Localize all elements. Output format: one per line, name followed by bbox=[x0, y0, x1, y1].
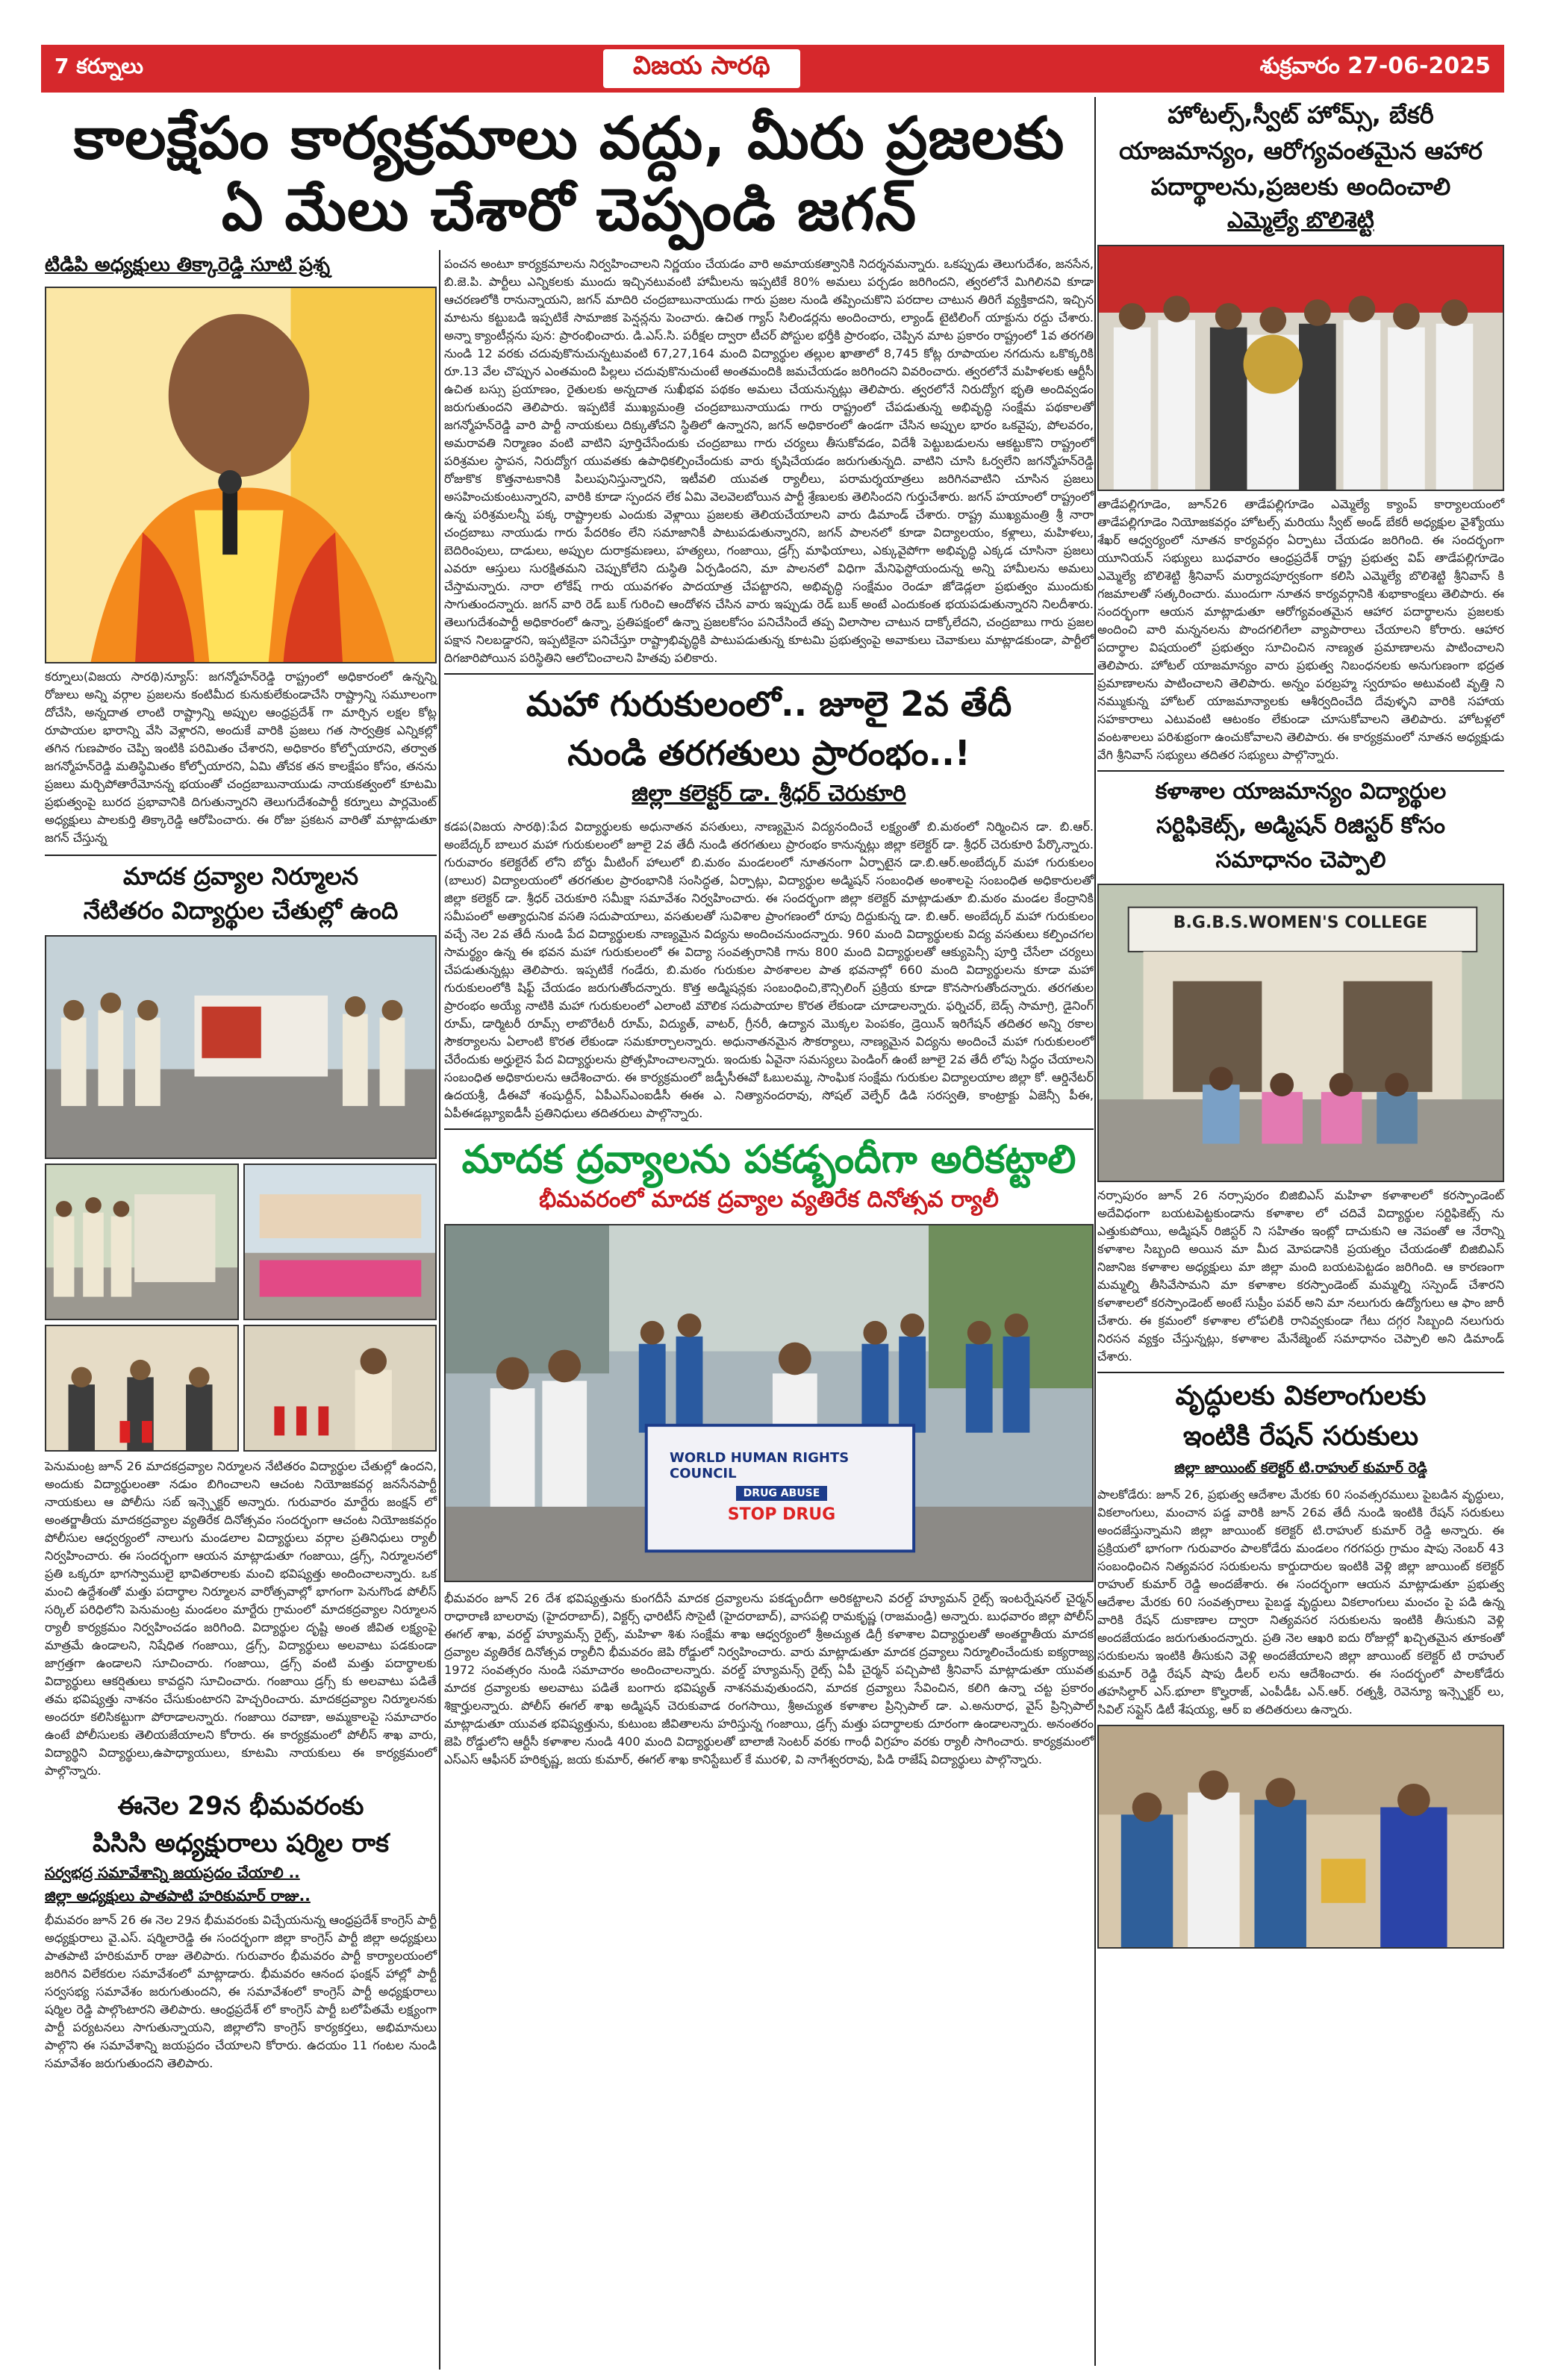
stop-drug-text: STOP DRUG bbox=[727, 1505, 836, 1524]
newspaper-name: విజయ సారథి bbox=[603, 49, 800, 88]
drugs-left-headline bbox=[45, 859, 437, 928]
college-headline bbox=[1097, 775, 1504, 878]
college-body: నర్సాపురం జూన్ 26 నర్సాపురం బిజిబిఎస్ మహిళా కళాశాలలో కరస్పాండెంట్ అదేవిధంగా బయటపెట్టకుండాను కళాశాల లో చదివే విద్యార్థుల సర్టిఫికెట్స్ ను ఎత్తుకుపోయి, అడ్మిషన్ రిజిస్టర్ ని సహితం ఇంట్లో దాచుకుని ఆ నెపంతో ఆ నేరాన్ని కళాశాల సిబ్బంది అయిన మా మీద మోపడానికి ప్రయత్నం చేయడంతో బిజిబిఎస్ నిజానిజ కళాశాల అధ్యక్షులు మా జిల్లా మంది బయటపెట్టడం జరిగింది. ఆ కారణంగా మమ్మల్ని తీసివేసామని మా కళాశాల కరస్పాండెంట్ మమ్మల్ని సస్పెండ్ చేశారని కళాశాలలో కరస్పాండెంట్ అంటే సుప్రీం పవర్ అని మా నలుగురు ఉద్యోగులు ఆ ఫాం జారీ చేశారు. ఈ క్రమంలో కళాశాల లోపలికి రానివ్వకుండా గేటు దగ్గర సిబ్బంది నలుగురు నిరసన వ్యక్తం చేస్తున్నట్లు, కళాశాల మేనేజ్మెంట్ సమాధానం చెప్పాలి అని డిమాండ్ చేశారు. bbox=[1097, 1188, 1504, 1364]
ration-byline: జిల్లా జాయింట్ కలెక్టర్ టి.రాహుల్ కుమార్ రెడ్డి bbox=[1174, 1460, 1427, 1476]
gurukulam-headline-line1: మహా గురుకులంలో.. జూలై 2వ తేదీ bbox=[526, 684, 1012, 724]
ration-headline bbox=[1097, 1376, 1504, 1457]
hotels-headline-line2: యాజమాన్యం, ఆరోగ్యవంతమైన ఆహార bbox=[1119, 137, 1483, 165]
drugs-left-body: పెనుమంట్ర జూన్ 26 మాదకద్రవ్యాల నిర్మూలన నేటితరం విద్యార్థుల చేతుల్లో ఉందని, అందుకు విద్యార్థులంతా నడుం బిగించాలని ఆచంట నియోజకవర్గ జనసేనపార్టీ నాయకులు ఆ పోలీసు సబ్ ఇన్స్పెక్టర్ అన్నారు. గురువారం మార్టేరు జంక్షన్ లో అంతర్జాతీయ మాదకద్రవ్యాల వ్యతిరేక దినోత్సవం సందర్భంగా ఆచంట నియోజకవర్గం పోలీసుల ఆధ్వర్యంలో నాలుగు మండలాల విద్యార్థులు వర్గాల ప్రతినిధులు ర్యాలీ నిర్వహించారు. ఈ సందర్భంగా ఆయన మాట్లాడుతూ గంజాయి, డ్రగ్స్, నిర్మూలనలో ప్రతి ఒక్కరూ భాగస్వాములై భావితరాలకు మంచి భవిష్యత్తు అందించాలన్నారు. ఒక మంచి ఉద్దేశంతో మత్తు పదార్థాల నిర్మూలన వారోత్సవాల్లో భాగంగా పెనుగొండ పోలీస్ సర్కిల్ పరిధిలోని పెనుమంట్ర మండలం మార్టేరు గ్రామంలో మాదకద్రవ్యాల నిర్మూలన ర్యాలీ కార్యక్రమం నిర్వహించడం జరిగింది. విద్యార్థుల దృష్టి అంత జీవిత లక్ష్యంపై మాత్రమే ఉండాలని, నిషేధిత గంజాయి, డ్రగ్స్, విద్యార్థులు అలవాటు పడకుండా జాగ్రత్తగా ఉండాలని సూచించారు. గంజాయి, డ్రగ్స్ వంటి మత్తు పదార్థాలకు విద్యార్థులు ఆకర్షితులు కావద్దని సూచించారు. గంజాయి డ్రగ్స్ కు అలవాటు పడితే తమ భవిష్యత్తు నాశనం చేసుకుంటారని హెచ్చరించారు. మాదకద్రవ్యాల నిర్మూలనకు అందరూ కలిసికట్టుగా పోరాడాలన్నారు. గంజాయి రవాణా, అమ్మకాలపై సమాచారం ఉంటే పోలీసులకు తెలియజేయాలని కోరారు. ఈ కార్యక్రమంలో పోలీస్ శాఖ వారు, విద్యార్థిని విద్యార్థులు,ఉపాధ్యాయులు, కూటమి నాయకులు ఈ కార్యక్రమంలో పాల్గొన్నారు. bbox=[45, 1459, 437, 1778]
masthead bbox=[41, 45, 1504, 93]
drugs-main-headline: మాదక ద్రవ్యాలను పకడ్బందీగా అరికట్టాలి bbox=[461, 1137, 1076, 1182]
rally-photo-4 bbox=[45, 1325, 239, 1452]
sharmila-sub2: జిల్లా అధ్యక్షులు పాతపాటి హరికుమార్ రాజు.. bbox=[45, 1887, 311, 1905]
issue-date: శుక్రవారం 27-06-2025 bbox=[1259, 53, 1491, 79]
ration-headline-line1: వృద్ధులకు వికలాంగులకు bbox=[1175, 1381, 1427, 1411]
hotels-byline: ఎమ్మెల్యే బొలిశెట్టి bbox=[1227, 207, 1374, 234]
page-section: 7 కర్నూలు bbox=[54, 54, 143, 78]
lead-photo bbox=[45, 287, 437, 663]
ration-headline-line2: ఇంటికి రేషన్ సరుకులు bbox=[1182, 1421, 1419, 1452]
hotels-headline-line3: పదార్థాలను,ప్రజలకు అందించాలి bbox=[1150, 172, 1451, 201]
banner bbox=[670, 1442, 894, 1531]
drugs-main-sub: భీమవరంలో మాదక ద్రవ్యాల వ్యతిరేక దినోత్సవ ర్యాలీ bbox=[539, 1187, 999, 1213]
gurukulam-byline: జిల్లా కలెక్టర్ డా. శ్రీధర్ చెరుకూరి bbox=[632, 781, 906, 807]
right-section bbox=[1097, 97, 1504, 1949]
sharmila-headline-line1: ఈనెల 29న భీమవరంకు bbox=[117, 1791, 364, 1821]
lead-body-main: పంచన అంటూ కార్యక్రమాలను నిర్వహించాలని నిర్ణయం చేయడం వారి అమాయకత్వానికి నిదర్శనమన్నారు. ఒకప్పుడు తెలుగుదేశం, జనసేన, బి.జె.పి. పార్టీలు ఎన్నికలకు ముందు ఇచ్చినటువంటి హామీలను ఇప్పటికే 80% అమలు పర్చడం జరిగిందని, త్వరలోనే మిగిలినవి కూడా ఆచరణలోకి రానున్నాయని, జగన్ మాదిరి చంద్రబాబునాయుడు గారు ప్రజల నుండి తప్పించుకొని పరదాల చాటున తిరిగే వ్యక్తికాదని, ఇచ్చిన మాటను కట్టుబడి ఇప్పటికే సామాజిక పెన్షన్లను పెంచారు. ఉచిత గ్యాస్ సిలిండర్లను అందించారు, ల్యాండ్ టైటిలింగ్ యాక్టును రద్దు చేశారు. అన్నా క్యాంటీన్లను పున: ప్రారంభించారు. డి.ఎస్.సి. పరీక్షల ద్వారా టీచర్ పోస్టుల భర్తీకి ప్రారంభం, చెప్పిన మాట ప్రకారం రాష్ట్రంలో 1వ తరగతి నుండి 12 వరకు చదువుకొనుచున్నటువంటి 67,27,164 మంది విద్యార్థుల తల్లుల ఖాతాలో 8,745 కోట్ల రూపాయల నగదును ఒకొక్కరికి రూ.13 వేల చొప్పున ఎంతమంది పిల్లలు చదువుకొనుచుంటే అంతమందికి జమచేయడం జరిగిందని వివరించారు. త్వరలోనే మహిళలకు ఆర్టీసీ ఉచిత బస్సు ప్రయాణం, రైతులకు అన్నదాత సుఖీభవ పథకం అమలు చేయనున్నట్లు తెలిపారు. త్వరలోనే నిరుద్యోగ భృతి అందివ్వడం జరుగుతుందని తెలిపారు. ఇప్పటికే ముఖ్యమంత్రి చంద్రబాబునాయుడు గారు రాష్ట్రంలో చేపడుతున్న అభివృద్ధి సంక్షేమ పథకాలతో జగన్మోహన్‌రెడ్డి వారి పార్టీ నాయకులు దిక్కుతోచని స్థితిలో ఉన్నారని, జగన్ అధికారంలో ఉండగా చేసిన అప్పుల భారం ఒకవైపు, పోలవరం, అమరావతి నిర్మాణం వంటి వాటిని పూర్తిచేసేందుకు చంద్రబాబు గారు చర్యలు తీసుకోవడం, విదేశీ పెట్టుబడులను ఆకట్టుకొని రాష్ట్రంలో పరిశ్రమల స్థాపన, నిరుద్యోగ యువతకు ఉపాధికల్పించేందుకు వారు కృషిచేయడం జరుగుతున్నది. వాటిని చూసి ఓర్వలేని జగన్మోహన్‌రెడ్డి రోజుకొక కొత్తనాటకానికి పిలుపునిస్తున్నారని, ఇటీవలి యువత ర్యాలీలు, పరామర్శయాత్రలు జరిగినవాటిని చూసిన ప్రజలు అసహించుకుంటున్నారని, వారికి కూడా స్పందన లేక ఏమి వెలవెలబోయిన పార్టీ శ్రేణులకు తెలిసిందని గుర్తుచేశారు. జగన్ హయాంలో రాష్ట్రంలో ఉన్న పరిశ్రమలన్నీ పక్క రాష్ట్రాలకు ఎందుకు వెళ్లాయి ప్రజలకు తెలియచేయాలని వారు డిమాండ్ చేశారు. రాష్ట్ర ముఖ్యమంత్రి శ్రీ నారా చంద్రబాబు నాయుడు గారు పేదరికం లేని సమాజానికీ పాటుపడుతున్నారని, జగన్ పాలనలో కూడా విద్యాలయం, కళ్లాలు, మహిళలు, బెదిరింపులు, దాడులు, అప్పుల దురాక్రమణలు, హత్యలు, గంజాయి, డ్రగ్స్ మాఫియాలు, ఎక్కువైపోగా అభివృద్ధి ఎక్కడ చూసినా ప్రజలు ఎవరూ ఆస్తులు సురక్షితమని చెప్పుకోలేని దుస్థితి ఏర్పడిందని, మా పాలనలో విధిగా మేనిఫెస్టోయందున్న అన్ని హామీలను అమలు చేస్తామన్నారు. నారా లోకేష్ గారు యువగళం పాదయాత్ర చేపట్టారని, అభివృద్ధి సంక్షేమం రెండూ జోడెడ్లలా ప్రభుత్వం ముందుకు సాగుతుందన్నారు. జగన్ వారి రెడ్ బుక్ గురించి ఆందోళన చేసిన వారు ఇప్పుడు రెడ్ బుక్ అంటే ఎందుకంత భయపడుతున్నారని నిలదీశారు. తెలుగుదేశంపార్టీ అధికారంలో ఉన్నా, ప్రతిపక్షంలో ఉన్నా ప్రజలకోసం పనిచేసిందే తప్ప విలాసాల చాటున దాక్కోలేదని, చంద్రబాబు గారు ప్రజల పక్షాన నిలబడ్డారని, ఇప్పటికైనా పనిచేస్తూ రాష్ట్రాభివృద్ధికి పాటుపడుతున్న కూటమి ప్రభుత్వంపై అవాకులు చెవాకులు మాట్లాడకుండా, పార్టీలో దిగజారిపోయిన పరిస్థితిని ఆలోచించాలని హితవు పలికారు. bbox=[444, 257, 1094, 665]
rally-photo-2 bbox=[45, 1164, 239, 1320]
hotels-photo bbox=[1097, 245, 1504, 491]
ration-body: పాలకోడేరు: జూన్ 26, ప్రభుత్వ ఆదేశాల మేరకు 60 సంవత్సరములు పైబడిన వృద్ధులు, వికలాంగులు, మంచాన పడ్డ వారికి జూన్ 26వ తేదీ నుండి ఇంటికి రేషన్ సరుకులు అందజేస్తున్నామని జిల్లా జాయింట్ కలెక్టర్ టి.రాహుల్ కుమార్ రెడ్డి అన్నారు. ఈ ప్రక్రియలో భాగంగా గురువారం పాలకోడేరు మండలం గరగపర్రు గ్రామం షాపు నెంబర్ 43 సంబంధించిన నిత్యవసర సరుకులను కార్డుదారుల ఇంటికి వెళ్లి జిల్లా జాయింట్ కలెక్టర్ రాహుల్ కుమార్ రెడ్డి అందజేశారు. ఈ సందర్భంగా ఆయన మాట్లాడుతూ ప్రభుత్వ ఆదేశాల మేరకు 60 సంవత్సరాలు పైబడ్డ వృద్ధులు వికలాంగులు మంచం పై పడి ఉన్న వారికి రేషన్ దుకాణాల ద్వారా నిత్యవసర సరుకులను ఇంటికి తీసుకుని వెళ్లి అందజేయడం జరుగుతుందన్నారు. ప్రతి నెల ఆఖరి ఐదు రోజుల్లో ఖచ్చితమైన తూకంతో సరుకులను ఇంటికి తీసుకుని వెళ్లి అందజేయాలని జిల్లా జాయింట్ కలెక్టర్ టి రాహుల్ కుమార్ రెడ్డి రేషన్ షాపు డీలర్ లను ఆదేశించారు. ఈ సందర్భంలో పాలకోడేరు తహసిల్దార్ ఎస్.భూలా కొల్హరాజ్, ఎంపీడీఓ ఎన్.ఆర్. రత్నశ్రీ, రెవెన్యూ ఇన్స్పెక్టర్ లు, సివిల్ సప్లైస్ డిటీ శేషయ్య, ఆర్ ఐ తదితరులు ఉన్నారు. bbox=[1097, 1487, 1504, 1717]
banner-sub: DRUG ABUSE bbox=[736, 1486, 828, 1501]
drugs-left-headline-line2: నేటితరం విద్యార్థుల చేతుల్లో ఉంది bbox=[83, 896, 399, 925]
gurukulam-headline-line2: నుండి తరగతులు ప్రారంభం..! bbox=[567, 733, 970, 773]
lead-headline-line2: ఏ మేలు చేశారో చెప్పండి జగన్ bbox=[221, 177, 917, 244]
hotels-body: తాడేపల్లిగూడెం, జూన్26 తాడేపల్లిగూడెం ఎమ్మెల్యే క్యాంప్ కార్యాలయంలో తాడేపల్లిగూడెం నియోజకవర్గం హోటల్స్ మరియు స్వీట్ అండ్ బేకరీ అధ్యక్షుల వైశ్యోయు శేఖర్ ఆధ్వర్యంలో నూతన కార్యవర్గం ఏర్పాటు చేయడం జరిగింది. ఈ సందర్భంగా యూనియన్ సభ్యులు బుధవారం ఆంధ్రప్రదేశ్ రాష్ట్ర ప్రభుత్వ విప్ తాడేపల్లిగూడెం ఎమ్మెల్యే బొలిశెట్టి శ్రీనివాస్ మర్యాదపూర్వకంగా కలిసి ఎమ్మెల్యే బొలిశెట్టి శ్రీనివాస్ కి గజమాలతో సత్కరించారు. ముందుగా నూతన కార్యవర్గానికి శుభాకాంక్షలు తెలిపారు. ఈ సందర్భంగా ఆయన మాట్లాడుతూ ఆరోగ్యవంతమైన ఆహార పదార్థాలను ప్రజలకు అందించి వారి మన్ననలను పొందగలిగేలా వ్యాపారాలు చేయాలని కోరారు. ఆహార పదార్థాల విషయంలో ప్రభుత్వం సూచించిన నాణ్యత ప్రమాణాలను పాటించాలని తెలిపారు. హోటల్ యాజమాన్యం వారు ప్రభుత్వ నిబంధనలకు అనుగుణంగా భద్రత ప్రమాణాలను పాటించాలని తెలిపారు. అన్నం పరబ్రహ్మ స్వరూపం అటువంటి వృత్తి ని నమ్ముకున్న హోటల్ యాజమాన్యాలకు ఆశీర్వదించేది దేవుళ్ళని వారికి సహాయ సహకారాలు ఎటువంటి ఆటంకం లేకుండా చూసుకోవాలని తెలిపారు. హోటళ్లలో వంటశాలలు పరిశుభ్రంగా ఉంచుకోవాలని తెలిపారు. ఈ కార్యక్రమంలో నూతన అధ్యక్షుడు వేగి శ్రీనివాస్ సభ్యులు తదితర సభ్యులు పాల్గొన్నారు. bbox=[1097, 497, 1504, 762]
gurukulam-headline bbox=[444, 679, 1094, 778]
lead-headline-line1: కాలక్షేపం కార్యక్రమాలు వద్దు, మీరు ప్రజలకు bbox=[73, 105, 1065, 172]
college-headline-line3: సమాధానం చెప్పాలి bbox=[1215, 847, 1386, 873]
college-photo bbox=[1097, 884, 1504, 1182]
banner-text: WORLD HUMAN RIGHTS COUNCIL bbox=[670, 1449, 850, 1481]
sharmila-headline-line2: పిసిసి అధ్యక్షురాలు షర్మిల రాక bbox=[92, 1828, 390, 1858]
hotels-headline-line1: హోటల్స్,స్వీట్ హోమ్స్, బేకరీ bbox=[1168, 101, 1434, 129]
sharmila-sub1: సర్వభద్ర సమావేశాన్ని జయప్రదం చేయాలి .. bbox=[45, 1864, 300, 1881]
rally-photo-5 bbox=[243, 1325, 437, 1452]
lead-headline bbox=[45, 97, 1094, 252]
college-headline-line1: కళాశాల యాజమాన్యం విద్యార్థుల bbox=[1155, 778, 1447, 805]
sharmila-body: భీమవరం జూన్ 26 ఈ నెల 29న భీమవరంకు విచ్చేయనున్న ఆంధ్రప్రదేశ్ కాంగ్రెస్ పార్టీ అధ్యక్షురాలు వై.ఎస్. షర్మిలారెడ్డి ఈ సందర్భంగా జిల్లా కాంగ్రెస్ పార్టీ జిల్లా అధ్యక్షులు పాతపాటి హరికుమార్ రాజు తెలిపారు. గురువారం భీమవరం పార్టీ కార్యాలయంలో జరిగిన విలేకరుల సమావేశంలో మాట్లాడారు. భీమవరం ఆనంద ఫంక్షన్ హాల్లో పార్టీ సర్వసభ్య సమావేశం జరుగుతుందని, ఈ సమావేశంలో కాంగ్రెస్ పార్టీ అధ్యక్షురాలు షర్మిల రెడ్డి పాల్గొంటారని తెలిపారు. ఆంధ్రప్రదేశ్ లో కాంగ్రెస్ పార్టీ బలోపేతమే లక్ష్యంగా పార్టీ పర్యటనలు సాగుతున్నాయని, జిల్లాలోని కాంగ్రెస్ కార్యకర్తలు, అభిమానులు పాల్గొని ఈ సమావేశాన్ని జయప్రదం చేయాలని కోరారు. ఉదయం 11 గంటల నుండి సమావేశం జరుగుతుందని తెలిపారు. bbox=[45, 1913, 437, 2070]
drugs-main-body: భీమవరం జూన్ 26 దేశ భవిష్యత్తును కుంగదీసే మాదక ద్రవ్యాలను పకడ్బందీగా అరికట్టాలని వరల్డ్ హ్యూమన్ రైట్స్ ఇంటర్నేషనల్ చైర్మన్ రాధారాణి బాలరావు (హైదరాబాద్), విక్టర్స్ ఛారిటీస్ సొసైటీ (హైదరాబాద్), వాసపల్లి రామకృష్ణ (రాజమండ్రి) అన్నారు. బుధవారం జిల్లా పోలీస్ ఈగల్ శాఖ, వరల్డ్ హ్యూమన్స్ రైట్స్, మహిళా శిశు సంక్షేమ శాఖ ఆధ్వర్యంలో శ్రీఅచ్యుత డిగ్రీ కళాశాల విద్యార్థులతో అంతర్జాతీయ మాదక ద్రవ్యాల వ్యతిరేక దినోత్సవ ర్యాలీని భీమవరం జెపి రోడ్డులో నిర్వహించారు. వారు మాట్లాడుతూ మాదక ద్రవ్యాలు నిర్మూలించేందుకు ఐక్యరాజ్య 1972 సంవత్సరం నుండి సమాచారం అందించాలన్నారు. వరల్డ్ హ్యూమన్స్ రైట్స్ ఏపీ చైర్మన్ పచ్చిపాటి శ్రీనివాస్ మాట్లాడుతూ యువత మాదక ద్రవ్యాలకు అలవాటు పడితే బంగారు భవిష్యత్ నాశనమవుతుందని, మాదక ద్రవ్యాలు సేవించిన, కలిగి ఉన్నా చట్ట ప్రకారం శిక్షార్హులన్నారు. పోలీస్ ఈగల్ శాఖ అడ్మిషన్ చెరుకువాడ రంగసాయి, శ్రీఅచ్యుత కళాశాల ప్రిన్సిపాల్ డా. ఎ.అనురాధ, వైస్ ప్రిన్సిపాల్ మాట్లాడుతూ యువత భవిష్యత్తును, కుటుంబ జీవితాలను హరిస్తున్న గంజాయి, డ్రగ్స్ మత్తు పదార్థాలకు దూరంగా ఉండాలన్నారు. అనంతరం జెపి రోడ్డులోని ఆర్టీసీ కళాశాల నుండి 400 మంది విద్యార్థులతో బాలాజీ సెంటర్ వరకు గాంధీ విగ్రహం వరకు ర్యాలీ సాగించారు. కార్యక్రమంలో ఎస్ఎస్ ఆఫీసర్ హరికృష్ణ, జయ కుమార్, ఈగల్ శాఖ కానిస్టేబుల్ కే మురళి, వి నాగేశ్వరరావు, పిడి రాజేష్ విద్యార్థులు పాల్గొన్నారు. bbox=[444, 1591, 1094, 1767]
rally-photo-3 bbox=[243, 1164, 437, 1320]
left-section bbox=[45, 97, 1094, 2070]
hotels-headline bbox=[1097, 97, 1504, 204]
sharmila-headline bbox=[45, 1787, 437, 1862]
lead-body-left: కర్నూలు(విజయ సారథి)న్యూస్: జగన్మోహన్‌రెడ్డి రాష్ట్రంలో అధికారంలో ఉన్నన్ని రోజులు అన్ని వర్గాల ప్రజలను కంటిమీద కునుకులేకుండాచేసి రాష్ట్రాన్ని సమూలంగా దోచేసి, అన్నదాత లాంటి రాష్ట్రాన్ని అప్పుల ఆంధ్రప్రదేశ్ గా మార్చిన లక్షల కోట్ల రూపాయల భారాన్ని వేసి వెళ్లారని, అందుకే వారికి ప్రజలు గత సార్వత్రిక ఎన్నికల్లో తగిన గుణపాఠం చెప్పి ఇంటికి పరిమితం చేశారని, అధికారం కోల్పోయారని, తర్వాత జగన్మోహన్‌రెడ్డి మతిస్థిమితం కోల్పోయారని, ఏమి తోచక తన కాలక్షేపం కోసం, తనను ప్రజలు మర్చిపోతారేమోనన్న భయంతో చంద్రబాబునాయుడు నాయకత్వంలో కూటమి ప్రభుత్వంపై బురద ప్రభావానికి దిగుతున్నారని తెలుగుదేశంపార్టీ కర్నూలు పార్లమెంట్ అధ్యక్షులు పాలకుర్తి తిక్కారెడ్డి ఆరోపించారు. ఈ రోజు ప్రకటన వారితో మాట్లాడుతూ జగన్ చేస్తున్న bbox=[45, 669, 437, 845]
drugs-rally-photo bbox=[444, 1224, 1094, 1582]
rally-photo-1 bbox=[45, 935, 437, 1159]
ration-photo bbox=[1097, 1725, 1504, 1949]
lead-subhead: టిడిపి అధ్యక్షులు తిక్కారెడ్డి సూటి ప్రశ్న bbox=[45, 254, 331, 276]
college-headline-line2: సర్టిఫికెట్స్, అడ్మిషన్ రిజిస్టర్ కోసం bbox=[1156, 813, 1445, 839]
gurukulam-body: కడప(విజయ సారథి):పేద విద్యార్థులకు అధునాతన వసతులు, నాణ్యమైన విద్యనందించే లక్ష్యంతో బి.మఠంలో నిర్మించిన డా. బి.ఆర్. అంబేద్కర్ బాలుర మహా గురుకులంలో జూలై 2వ తేదీ నుండి తరగతులు ప్రారంభం కానున్నట్లు జిల్లా కలెక్టర్ డా. శ్రీధర్ చెరుకూరి పేర్కొన్నారు. గురువారం కలెక్టరేట్ లోని బోర్డు మీటింగ్ హాలులో బి.మఠం మండలంలో నూతనంగా ఏర్పాటైన డా.బి.ఆర్.అంబేద్కర్ మహా గురుకులం (బాలుర) విద్యాలయంలో తరగతుల ప్రారంభానికి సంసిద్ధత, ఏర్పాట్లు, విద్యార్థుల అడ్మిషన్ సంబంధిత అంశాలపై సంబంధిత అధికారులతో జిల్లా కలెక్టర్ డా. శ్రీధర్ చెరుకూరి సమీక్షా సమావేశం నిర్వహించారు. ఈ సందర్భంగా జిల్లా కలెక్టర్ మాట్లాడుతూ బి.మఠం మండల కేంద్రానికి సమీపంలో అత్యాధునిక వసతి సదుపాయాలు, వసతులతో సువిశాల ప్రాంగణంలో రూపు దిద్దుకున్న డా. బి.ఆర్. అంబేద్కర్ మహా గురుకులం వచ్చే నెల 2వ తేదీ నుండి పేద విద్యార్థులకు నాణ్యమైన విద్యను అందించనుందన్నారు. 960 మంది విద్యార్థులకు విద్య వసతులు కల్పించగల సామర్థ్యం ఉన్న ఈ భవన మహా గురుకులంలో ఈ విద్యా సంవత్సరానికి గాను 800 మంది విద్యార్థులతో ఆక్యుపెన్సీ పూర్తి చేసేలా చర్యలు చేపడుతున్నట్లు తెలిపారు. ఇప్పటికే గండేరు, బి.మఠం గురుకుల పాఠశాలల పాత భవనాల్లో 660 మంది విద్యార్థులను కూడా మహా గురుకులంలోకి షిఫ్ట్ చేయడం జరుగుతోందన్నారు. కొత్త అడ్మిషన్లకు సంబంధించి,కౌన్సిలింగ్ ప్రక్రియ కూడా కొనసాగుతోందన్నారు. తరగతుల ప్రారంభం అయ్యే నాటికి మహా గురుకులంలో ఎలాంటి మౌలిక సదుపాయాల కొరత లేకుండా చూడాలన్నారు. ఫర్నిచర్, బెడ్స్ సామాగ్రి, డైనింగ్ రూమ్, డార్మిటరీ రూమ్స్ లాబొరేటరీ రూమ్, విద్యుత్, వాటర్, గ్రీనరీ, ఉద్యాన మొక్కల పెంపకం, డ్రెయిన్ ఇరిగేషన్ తదితర అన్ని రకాల సౌకర్యాలను ఏలాంటి కొరత లేకుండా సమకూర్చాలన్నారు. అధునాతనమైన సౌకర్యాలు, నాణ్యమైన విద్యను అందించే మహా గురుకులంలో చేరేందుకు అర్హులైన పేద విద్యార్థులను ప్రోత్సహించాలన్నారు. ఇందుకు ఏవైనా సమస్యలు పెండింగ్ ఉంటే జూలై 2వ తేదీ లోపు సిద్ధం చేయాలని సంబంధిత అధికారులను ఆదేశించారు. ఈ కార్యక్రమంలో జడ్పీసీఈవో ఓబులమ్మ, సాంఘిక సంక్షేమ గురుకుల విద్యాలయాల జిల్లా కో. ఆర్డినేటర్ ఉదయశ్రీ, డీఈవో శంషుద్దీన్, ఏపీఎస్ఎంఐడీసీ ఈఈ ఎ. నిత్యానందరావు, సోషల్ వెల్ఫేర్ డిడి సరస్వతి, కాంట్రాక్టు ఏజెన్సీ పీఈ, ఏపీఈడబ్ల్యూఐడీసీ ప్రతినిధులు తదితరులు పాల్గొన్నారు. bbox=[444, 819, 1094, 1120]
drugs-left-headline-line1: మాదక ద్రవ్యాల నిర్మూలన bbox=[122, 862, 359, 890]
college-sign: B.G.B.S.WOMEN'S COLLEGE bbox=[1173, 913, 1428, 932]
